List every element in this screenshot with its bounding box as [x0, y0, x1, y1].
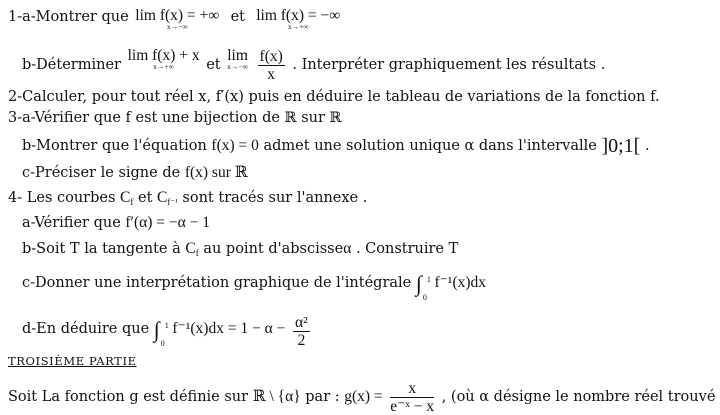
q1a-et: et	[230, 9, 245, 25]
function-g-definition	[8, 380, 715, 415]
q4b-lead: b-Soit T la tangente à	[22, 241, 181, 257]
curve-cf: $C_f$	[120, 189, 134, 207]
g-expr: g(x) =	[344, 388, 383, 405]
q3c-lead: c-Préciser le signe de	[22, 165, 181, 181]
q1a-lead: 1-a-Montrer que	[8, 9, 129, 25]
q3b-lead: b-Montrer que l'équation	[22, 138, 207, 154]
g-domain: ℝ \ {α}	[252, 388, 301, 405]
question-3a: 3-a-Vérifier que f est une bijection de ℝ sur ℝ	[8, 110, 342, 126]
q4b-tail: . Construire T	[355, 241, 459, 257]
integral-sign: ∫ 1 0	[415, 271, 431, 302]
q4b-alpha: α	[343, 240, 352, 257]
q4-et: et	[137, 190, 153, 206]
question-4c	[22, 271, 487, 302]
g-lead: Soit La fonction g est définie sur	[8, 389, 249, 405]
q3b-mid: admet une solution unique α dans l'intervalle	[263, 138, 597, 154]
q1b-et: et	[206, 57, 221, 73]
q4d-lead: d-En déduire que	[22, 321, 150, 337]
q4d-fraction: $\frac{\text{α²}}{2}$	[295, 314, 308, 349]
q4-tail: sont tracés sur l'annexe .	[182, 190, 368, 206]
curve-cf-ref: $C_f$	[185, 240, 199, 258]
q4a-expr: f′(α) = −α − 1	[125, 214, 210, 231]
q4c-integrand: f⁻¹(x)dx	[434, 274, 487, 291]
g-par: par :	[305, 389, 340, 405]
curve-cf-inverse: $C_{f^{-1}}$	[157, 189, 178, 207]
question-2: 2-Calculer, pour tout réel x, f′(x) puis en déduire le tableau de variations de la fonction f.	[8, 89, 660, 105]
q1b-tail: . Interpréter graphiquement les résultats .	[292, 57, 606, 73]
question-3b	[22, 137, 650, 155]
q4a-lead: a-Vérifier que	[22, 215, 121, 231]
question-1b	[22, 48, 605, 83]
question-3c	[22, 164, 248, 182]
q4d-integrand: f⁻¹(x)dx = 1 − α −	[172, 320, 286, 337]
g-fraction: $\frac{x}{\text{e⁻ˣ − x}}$	[390, 380, 435, 415]
q1b-limit-1: lim f(x) + x x→+∞	[127, 47, 200, 71]
q1b-fraction: $\frac{f(x)}{x}$	[259, 48, 283, 83]
question-4b	[22, 240, 458, 258]
q1a-limit-2: lim f(x) = −∞ x→+∞	[256, 7, 341, 31]
question-4	[8, 189, 367, 207]
q3b-equation: f(x) = 0	[211, 137, 259, 154]
q1b-limit-2: lim x→−∞	[227, 47, 248, 71]
q4b-mid: au point d'abscisse	[203, 241, 344, 257]
question-4d	[22, 314, 313, 349]
q3b-interval: ]0;1[	[601, 135, 641, 157]
q1a-limit-1: lim f(x) = +∞ x→−∞	[135, 7, 220, 31]
q4c-lead: c-Donner une interprétation graphique de l'intégrale	[22, 275, 412, 291]
q4-lead: 4- Les courbes	[8, 190, 116, 206]
g-tail: , (où α désigne le nombre réel trouvé	[441, 389, 716, 405]
section-title: TROISIÈME PARTIE	[8, 354, 137, 368]
question-1a	[8, 7, 342, 31]
q1b-lead: b-Déterminer	[22, 57, 121, 73]
q3b-end: .	[644, 138, 650, 154]
integral-sign-2: ∫ 1 0	[153, 317, 169, 348]
q3c-expr: f(x) sur ℝ	[184, 164, 248, 181]
question-4a	[22, 214, 210, 232]
